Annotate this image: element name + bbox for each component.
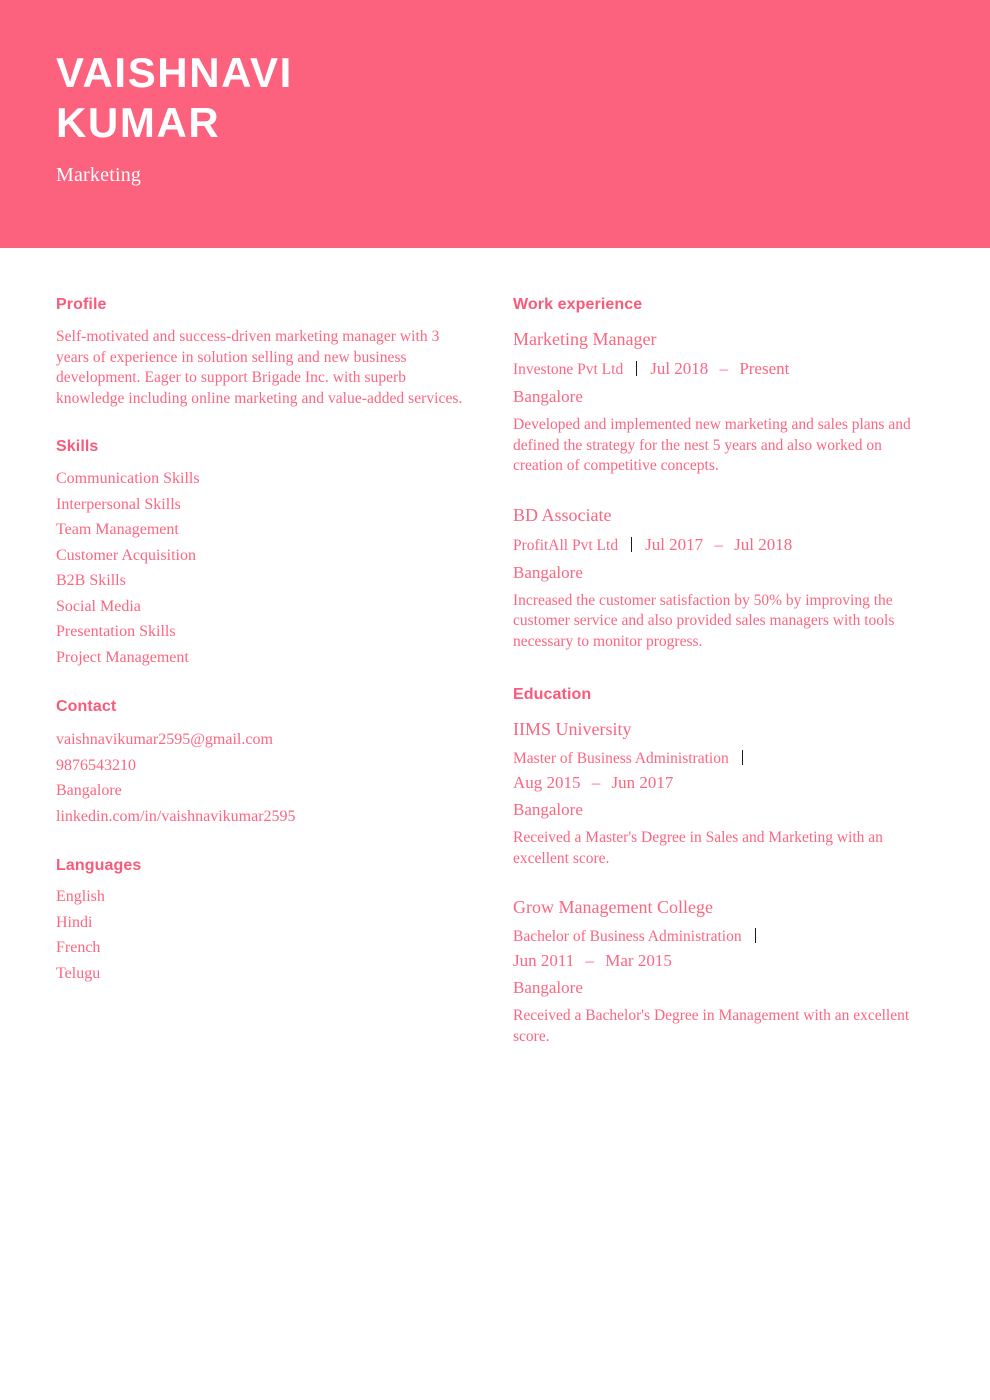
contact-email[interactable]: vaishnavikumar2595@gmail.com	[56, 731, 273, 748]
work-entry-meta	[513, 357, 933, 381]
work-entry-organization: ProfitAll Pvt Ltd	[513, 536, 619, 554]
work-entry-meta	[513, 533, 933, 557]
work-entry-start-date: Jul 2018	[650, 359, 709, 378]
work-entry-end-date: Jul 2018	[734, 534, 793, 554]
contact-linkedin[interactable]: linkedin.com/in/vaishnavikumar2595	[56, 807, 296, 825]
skills-heading: Skills	[56, 438, 99, 455]
education-entry	[513, 717, 933, 869]
work-entry-dates	[645, 535, 792, 554]
pipe-divider-icon	[636, 361, 637, 376]
list-item: Team Management	[56, 521, 179, 538]
section-contact	[56, 697, 476, 829]
profile-text: Self-motivated and success-driven marketing manager with 3 years of experience in solution selling and new business development. Eager to support Brigade Inc. with superb knowledge including online marketing and value-added services.	[56, 328, 463, 407]
education-entry-start-date: Aug 2015	[513, 773, 581, 792]
list-item: Presentation Skills	[56, 623, 176, 640]
contact-location: Bangalore	[56, 782, 122, 799]
education-entry-description: Received a Bachelor's Degree in Management with an excellent score.	[513, 1007, 910, 1045]
work-entry-organization: Investone Pvt Ltd	[513, 361, 624, 378]
list-item: Project Management	[56, 648, 189, 666]
work-entry	[513, 327, 933, 477]
pipe-divider-icon	[742, 750, 743, 765]
languages-list	[56, 884, 476, 986]
date-range-dash: –	[585, 951, 594, 970]
education-entry-end-date: Mar 2015	[605, 951, 672, 970]
section-profile	[56, 295, 476, 409]
education-entry-description: Received a Master's Degree in Sales and Marketing with an excellent score.	[513, 829, 883, 867]
work-entry	[513, 503, 933, 653]
list-item: Social Media	[56, 597, 141, 615]
education-entry-location: Bangalore	[513, 978, 583, 997]
list-item: Hindi	[56, 913, 93, 931]
work-entry-start-date: Jul 2017	[645, 534, 704, 554]
right-column	[513, 295, 933, 1047]
work-entry-title: Marketing Manager	[513, 329, 657, 349]
pipe-divider-icon	[755, 928, 756, 943]
section-languages	[56, 856, 476, 986]
education-entry	[513, 895, 933, 1047]
work-entry-title: BD Associate	[513, 504, 612, 525]
education-entry-location: Bangalore	[513, 800, 583, 819]
resume-header	[0, 0, 990, 248]
list-item: English	[56, 888, 105, 905]
education-entry-dates	[513, 771, 933, 794]
candidate-last-name: KUMAR	[56, 99, 221, 146]
section-education	[513, 685, 933, 1047]
education-entry-school: Grow Management College	[513, 897, 713, 917]
education-entry-meta	[513, 925, 933, 972]
list-item: French	[56, 939, 101, 956]
list-item: Interpersonal Skills	[56, 495, 181, 513]
education-entry-meta	[513, 747, 933, 794]
left-column	[56, 295, 476, 986]
contact-list	[56, 727, 476, 829]
languages-heading: Languages	[56, 857, 142, 874]
work-entry-location: Bangalore	[513, 387, 583, 406]
list-item: B2B Skills	[56, 572, 126, 589]
contact-phone[interactable]: 9876543210	[56, 756, 136, 774]
date-range-dash: –	[591, 773, 601, 792]
work-entry-description: Developed and implemented new marketing and sales plans and defined the strategy for the nest 5 years and also worked on creation of competitive concepts.	[513, 416, 911, 474]
work-entry-end-date: Present	[739, 359, 790, 378]
candidate-job-title: Marketing	[56, 164, 142, 186]
date-range-dash: –	[714, 534, 723, 554]
contact-heading: Contact	[56, 698, 117, 715]
work-experience-heading: Work experience	[513, 296, 643, 313]
education-entry-start-date: Jun 2011	[513, 951, 575, 970]
work-entry-description: Increased the customer satisfaction by 50% by improving the customer service and also provided sales managers with tools necessary to monitor progress.	[513, 591, 895, 650]
skills-list	[56, 466, 476, 670]
work-entry-dates	[650, 359, 789, 378]
education-entry-degree: Bachelor of Business Administration	[513, 928, 742, 945]
header-content	[56, 48, 293, 188]
section-work-experience	[513, 295, 933, 652]
education-heading: Education	[513, 686, 592, 703]
list-item: Telugu	[56, 964, 101, 982]
education-entry-end-date: Jun 2017	[611, 773, 674, 792]
list-item: Customer Acquisition	[56, 546, 196, 564]
education-entry-school: IIMS University	[513, 719, 632, 739]
work-entry-location: Bangalore	[513, 562, 583, 582]
pipe-divider-icon	[631, 537, 632, 552]
profile-heading: Profile	[56, 296, 107, 313]
education-entry-dates	[513, 949, 933, 972]
section-skills	[56, 437, 476, 670]
date-range-dash: –	[719, 359, 729, 378]
candidate-first-name: VAISHNAVI	[56, 49, 293, 96]
list-item: Communication Skills	[56, 470, 200, 487]
education-entry-degree: Master of Business Administration	[513, 750, 729, 767]
